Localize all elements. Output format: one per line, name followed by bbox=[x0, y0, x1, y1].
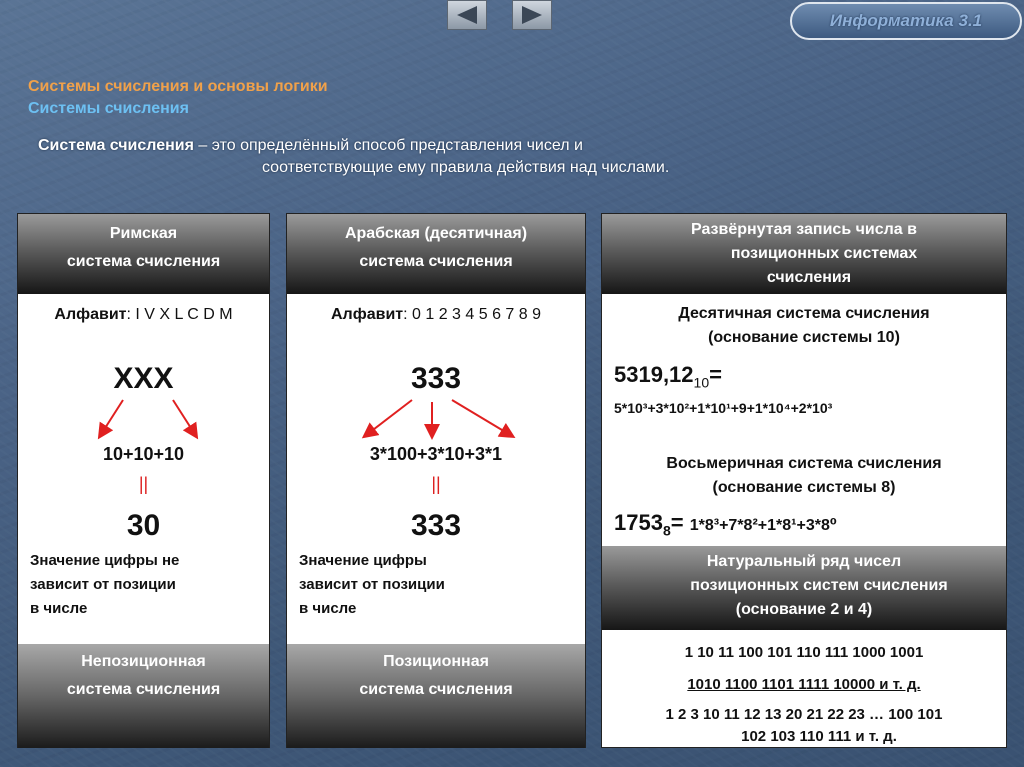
roman-alphabet-value: : I V X L C D M bbox=[126, 306, 233, 323]
arabic-result: 333 bbox=[410, 509, 462, 542]
arabic-note-line2: зависит от позиции bbox=[299, 576, 445, 593]
badge-label: Информатика 3.1 bbox=[829, 11, 983, 30]
octal-expansion: 1*8³+7*8²+1*8¹+3*8⁰ bbox=[689, 517, 837, 534]
decimal-number-value: 5319,12 bbox=[614, 362, 694, 387]
arrow-right bbox=[173, 400, 196, 436]
arrow-left bbox=[365, 400, 412, 436]
definition-term: Система счисления bbox=[38, 137, 194, 154]
roman-footer bbox=[18, 644, 269, 748]
subsection-title: Системы счисления bbox=[28, 100, 189, 117]
roman-note-line3: в числе bbox=[30, 600, 88, 617]
arabic-footer-line2: система счисления bbox=[359, 681, 513, 698]
arabic-alphabet-label: Алфавит bbox=[330, 306, 404, 323]
octal-base: 8 bbox=[662, 522, 671, 539]
expanded-notation-card bbox=[601, 213, 1007, 748]
natural-series-line3: 1 2 3 10 11 12 13 20 21 22 23 … 100 101 bbox=[665, 706, 943, 723]
natural-series-line1: 1 10 11 100 101 110 111 1000 1001 bbox=[684, 644, 924, 661]
arabic-system-card bbox=[286, 213, 586, 748]
roman-header-line2: система счисления bbox=[66, 253, 221, 270]
roman-header-line1: Римская bbox=[109, 225, 178, 242]
expanded-header-line2: позиционных системах bbox=[730, 245, 918, 262]
natural-series-line2: 1010 1100 1101 1111 10000 и т. д. bbox=[687, 676, 921, 693]
roman-result: 30 bbox=[126, 509, 161, 542]
roman-expansion: 10+10+10 bbox=[102, 444, 185, 464]
arabic-note-line1: Значение цифры bbox=[299, 552, 427, 569]
arrow-right-icon bbox=[520, 5, 544, 25]
next-slide-button[interactable] bbox=[512, 0, 552, 30]
roman-note-line1: Значение цифры не bbox=[30, 552, 180, 569]
natural-header-line3: (основание 2 и 4) bbox=[735, 601, 873, 618]
definition bbox=[38, 135, 669, 179]
octal-number bbox=[614, 510, 837, 538]
arrow-left bbox=[100, 400, 123, 436]
roman-system-card bbox=[17, 213, 270, 748]
expanded-header-line3: счисления bbox=[766, 269, 852, 286]
arabic-footer bbox=[287, 644, 585, 748]
arabic-note bbox=[299, 549, 445, 621]
arrow-left-icon bbox=[455, 5, 479, 25]
octal-title-line1: Восьмеричная система счисления bbox=[666, 455, 942, 472]
section-title: Системы счисления и основы логики bbox=[28, 78, 328, 95]
roman-note-line2: зависит от позиции bbox=[30, 576, 176, 593]
arabic-header-line2: система счисления bbox=[359, 253, 513, 270]
decimal-title-line1: Десятичная система счисления bbox=[678, 305, 930, 322]
expanded-header bbox=[602, 214, 1006, 294]
decimal-equals: = bbox=[709, 362, 722, 387]
roman-alphabet-label: Алфавит bbox=[54, 306, 127, 323]
octal-title-line2: (основание системы 8) bbox=[712, 479, 896, 496]
natural-series-line2-wrap bbox=[602, 676, 1006, 693]
roman-arrows bbox=[18, 214, 271, 514]
arabic-number: 333 bbox=[410, 362, 462, 395]
definition-text-1: – это определённый способ представления чисел и bbox=[193, 137, 583, 154]
arabic-arrows bbox=[287, 214, 587, 514]
decimal-number bbox=[614, 362, 722, 390]
definition-text-2: соответствующие ему правила действия над числами. bbox=[262, 159, 670, 176]
natural-series-header bbox=[602, 546, 1006, 630]
arabic-note-line3: в числе bbox=[299, 600, 357, 617]
arabic-expansion: 3*100+3*10+3*1 bbox=[369, 444, 503, 464]
expanded-header-line1: Развёрнутая запись числа в bbox=[691, 221, 917, 238]
decimal-expansion: 5*10³+3*10²+1*10¹+9+1*10⁴+2*10³ bbox=[614, 400, 833, 416]
octal-equals: = bbox=[670, 510, 684, 535]
decimal-title-line2: (основание системы 10) bbox=[708, 329, 900, 346]
octal-number-value: 1753 bbox=[614, 510, 663, 535]
decimal-base: 10 bbox=[693, 374, 710, 391]
natural-series-line4: 102 103 110 111 и т. д. bbox=[741, 728, 897, 745]
octal-title bbox=[602, 452, 1006, 500]
natural-header-line2: позиционных систем счисления bbox=[690, 577, 948, 594]
roman-note bbox=[30, 549, 179, 621]
previous-slide-button[interactable] bbox=[447, 0, 487, 30]
decimal-title bbox=[602, 302, 1006, 350]
roman-footer-line1: Непозиционная bbox=[81, 653, 206, 670]
natural-header-line1: Натуральный ряд чисел bbox=[706, 553, 902, 570]
course-badge[interactable] bbox=[790, 2, 1022, 40]
roman-number: XXX bbox=[113, 362, 174, 395]
roman-footer-line2: система счисления bbox=[66, 681, 221, 698]
arrow-right bbox=[452, 400, 512, 436]
roman-equals-mark: || bbox=[138, 474, 149, 494]
arabic-footer-line1: Позиционная bbox=[383, 653, 489, 670]
arabic-equals-mark: || bbox=[431, 474, 441, 494]
arabic-header-line1: Арабская (десятичная) bbox=[344, 225, 528, 242]
arabic-alphabet-value: : 0 1 2 3 4 5 6 7 8 9 bbox=[403, 306, 541, 323]
